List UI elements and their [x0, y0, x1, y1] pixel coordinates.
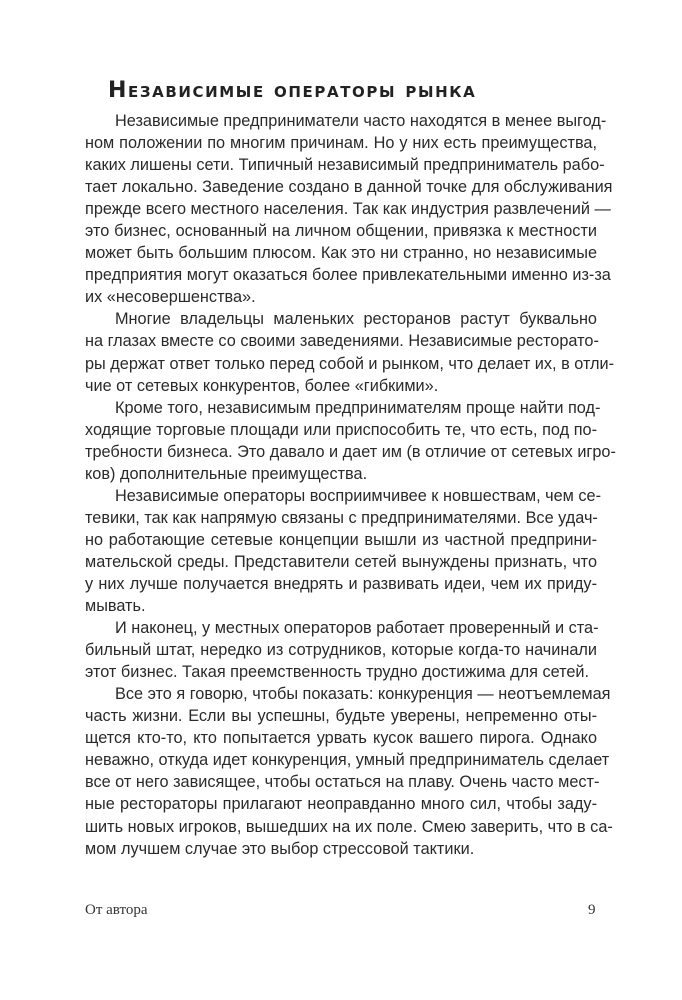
text-line: требности бизнеса. Это давало и дает им (в отличие от сетевых игро- [85, 442, 616, 461]
text-line: ков) дополнительные преимущества. [85, 464, 368, 483]
text-line: И наконец, у местных операторов работает проверенный и ста- [115, 619, 599, 638]
text-line: этот бизнес. Такая преемственность трудно достижима для сетей. [85, 663, 590, 682]
text-line: Все это я говорю, чтобы показать: конкуренция — неотъемлемая [115, 685, 611, 704]
paragraph [85, 683, 613, 859]
text-line: щется кто-то, кто попытается урвать кусок вашего пирога. Однако [85, 729, 597, 748]
text-line: все от него зависящее, чтобы остаться на плаву. Очень часто мест- [85, 773, 600, 792]
text-line: ные рестораторы прилагают неоправданно много сил, чтобы заду- [85, 795, 597, 814]
text-line: тает локально. Заведение создано в данной точке для обслуживания [85, 178, 613, 197]
paragraph [85, 110, 613, 308]
paragraph [85, 485, 601, 617]
text-line: у них лучше получается внедрять и развивать идеи, чем их приду- [85, 574, 597, 593]
text-line: прежде всего местного населения. Так как индустрия развлечений — [85, 200, 611, 219]
text-line: каких лишены сети. Типичный независимый предприниматель рабо- [85, 156, 605, 175]
text-line: тевики, так как напрямую связаны с предпринимателями. Все удач- [85, 508, 598, 527]
text-line: это бизнес, основанный на личном общении, привязка к местности [85, 222, 597, 241]
text-line: их «несовершенства». [85, 288, 256, 307]
body-text [85, 110, 616, 860]
text-line: бильный штат, нередко из сотрудников, которые когда-то начинали [85, 641, 597, 660]
page-number: 9 [588, 902, 596, 918]
section-heading: Независимые операторы рынка [108, 78, 477, 103]
paragraph [85, 397, 616, 485]
text-line: ном положении по многим причинам. Но у них есть преимущества, [85, 134, 597, 153]
text-line: ходящие торговые площади или приспособить те, что есть, под по- [85, 420, 597, 439]
text-line: неважно, откуда идет конкуренция, умный предприниматель сделает [85, 751, 610, 770]
text-line: Кроме того, независимым предпринимателям проще найти под- [115, 398, 601, 417]
text-line: предприятия могут оказаться более привлекательными именно из-за [85, 266, 611, 285]
text-line: часть жизни. Если вы успешны, будьте уверены, непременно оты- [85, 707, 597, 726]
running-footer-section: От автора [85, 902, 148, 918]
text-line: мывать. [85, 597, 146, 616]
paragraph [85, 308, 615, 396]
text-line: Независимые предприниматели часто находятся в менее выгод- [115, 112, 607, 130]
text-line: шить новых игроков, вышедших на их поле. Смею заверить, что в са- [85, 817, 613, 836]
paragraph [85, 617, 597, 683]
text-line: чие от сетевых конкурентов, более «гибкими». [85, 376, 439, 395]
text-line: Многие владельцы маленьких ресторанов растут буквально [115, 310, 597, 329]
text-line: Независимые операторы восприимчивее к новшествам, чем се- [115, 486, 601, 505]
text-line: может быть большим плюсом. Как это ни странно, но независимые [85, 244, 597, 263]
text-line: но работающие сетевые концепции вышли из частной предприни- [85, 530, 597, 549]
text-line: мательской среды. Представители сетей вынуждены признать, что [85, 552, 597, 571]
text-line: мом лучшем случае это выбор стрессовой тактики. [85, 839, 475, 858]
text-line: ры держат ответ только перед собой и рынком, что делает их, в отли- [85, 354, 615, 373]
text-line: на глазах вместе со своими заведениями. Независимые ресторато- [85, 332, 599, 351]
